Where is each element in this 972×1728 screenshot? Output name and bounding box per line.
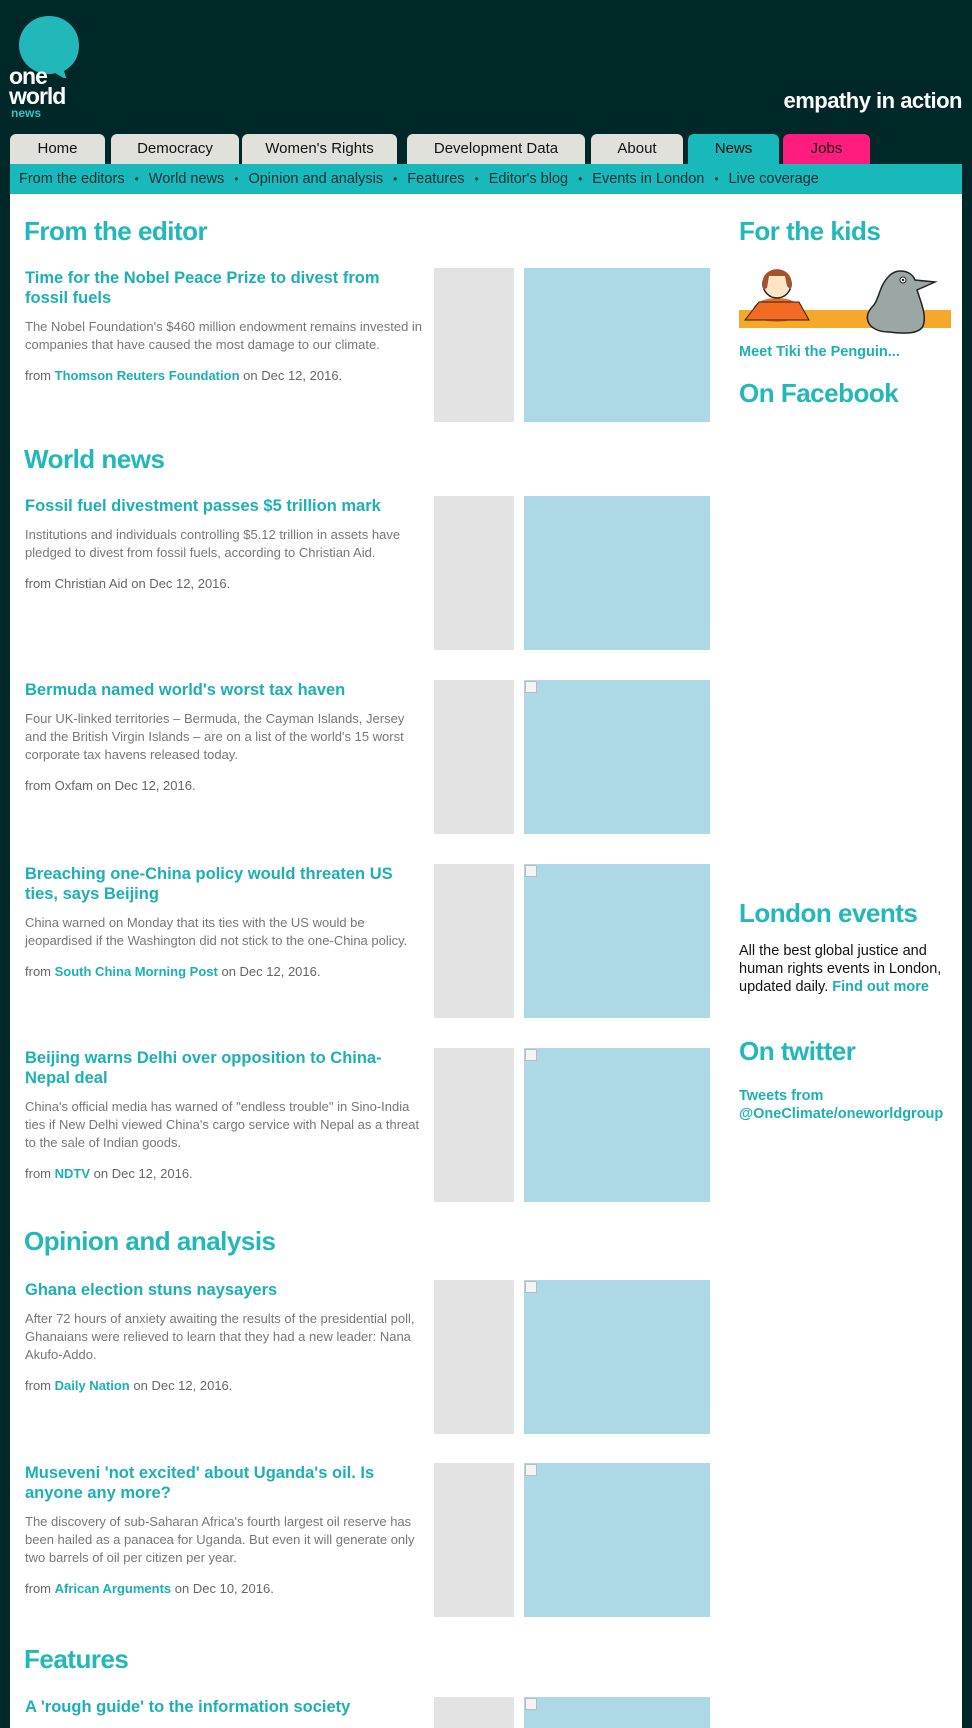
- sidebar-title-london-events: London events: [739, 898, 918, 928]
- article-meta: [25, 1166, 425, 1181]
- subnav-separator: •: [134, 172, 139, 186]
- article-item: [25, 1463, 425, 1596]
- tab-development-data[interactable]: Development Data: [407, 134, 585, 164]
- article-summary: Four UK-linked territories – Bermuda, the Cayman Islands, Jersey and the British Virgin Islands – are on a list of the world's 15 worst corporate tax havens released today.: [25, 711, 405, 762]
- article-summary: The discovery of sub-Saharan Africa's fourth largest oil reserve has been hailed as a panacea for Uganda. But even it will generate only two barrels of oil per citizen per year.: [25, 1514, 415, 1565]
- subnav-live-coverage[interactable]: Live coverage: [728, 171, 819, 187]
- article-image[interactable]: [524, 496, 710, 650]
- article-source: Christian Aid: [54, 576, 128, 591]
- section-subnav: [10, 164, 962, 194]
- article-meta: [25, 368, 425, 383]
- article-thumbnail-placeholder: [434, 1697, 514, 1728]
- tab-jobs[interactable]: Jobs: [783, 134, 870, 164]
- article-date: on Dec 12, 2016.: [96, 778, 196, 793]
- article-summary: The Nobel Foundation's $460 million endowment remains invested in companies that have caused the most damage to our climate.: [25, 319, 423, 352]
- article-item: [25, 680, 425, 793]
- article-headline[interactable]: Beijing warns Delhi over opposition to China-Nepal deal: [25, 1049, 382, 1087]
- oneworld-logo[interactable]: [9, 14, 81, 120]
- sidebar-link-meet-tiki[interactable]: Meet Tiki the Penguin...: [739, 344, 900, 360]
- article-headline[interactable]: Bermuda named world's worst tax haven: [25, 681, 346, 699]
- broken-image-icon: [525, 1464, 537, 1476]
- article-image[interactable]: [524, 1697, 710, 1728]
- meta-from: from: [25, 964, 51, 979]
- twitter-tweets-from-label[interactable]: Tweets from: [739, 1088, 824, 1104]
- subnav-separator: •: [234, 172, 239, 186]
- section-title-world-news: World news: [24, 444, 165, 474]
- article-meta: [25, 1378, 425, 1393]
- broken-image-icon: [525, 1281, 537, 1293]
- article-meta: [25, 1581, 425, 1596]
- article-item: [25, 1048, 425, 1181]
- section-title-opinion-and-analysis: Opinion and analysis: [24, 1226, 276, 1256]
- broken-image-icon: [525, 865, 537, 877]
- subnav-from-the-editors[interactable]: From the editors: [19, 171, 125, 187]
- subnav-features[interactable]: Features: [407, 171, 465, 187]
- meta-from: from: [25, 1378, 51, 1393]
- meta-from: from: [25, 1166, 51, 1181]
- article-thumbnail-placeholder: [434, 1463, 514, 1617]
- london-events-description: [739, 942, 959, 996]
- article-source-link[interactable]: Daily Nation: [54, 1378, 130, 1393]
- subnav-world-news[interactable]: World news: [148, 171, 225, 187]
- twitter-handle-link[interactable]: @OneClimate/oneworldgroup: [739, 1106, 944, 1122]
- meta-from: from: [25, 778, 51, 793]
- meta-from: from: [25, 368, 51, 383]
- article-image[interactable]: [524, 680, 710, 834]
- tab-womens-rights[interactable]: Women's Rights: [242, 134, 397, 164]
- article-meta: [25, 576, 425, 591]
- section-title-features: Features: [24, 1644, 129, 1674]
- article-item: [25, 1280, 425, 1393]
- tab-home[interactable]: Home: [10, 134, 105, 164]
- article-item: [25, 268, 425, 383]
- article-thumbnail-placeholder: [434, 496, 514, 650]
- article-headline[interactable]: Breaching one-China policy would threaten US ties, says Beijing: [25, 865, 393, 903]
- logo-word-news: news: [11, 106, 42, 120]
- subnav-opinion-and-analysis[interactable]: Opinion and analysis: [248, 171, 384, 187]
- article-thumbnail-placeholder: [434, 1280, 514, 1434]
- subnav-editors-blog[interactable]: Editor's blog: [488, 171, 569, 187]
- article-meta: [25, 778, 425, 793]
- article-headline[interactable]: Time for the Nobel Peace Prize to divest from fossil fuels: [25, 269, 380, 307]
- article-item: [25, 864, 425, 979]
- logo-word-one: one: [9, 63, 47, 89]
- article-summary: China's official media has warned of "endless trouble" in Sino-India ties if New Delhi viewed China's cargo service with Nepal as a threat to the sale of Indian goods.: [25, 1099, 420, 1150]
- article-headline[interactable]: A 'rough guide' to the information society: [25, 1698, 351, 1716]
- article-thumbnail-placeholder: [434, 864, 514, 1018]
- tab-about[interactable]: About: [591, 134, 683, 164]
- article-summary: China warned on Monday that its ties with the US would be jeopardised if the Washington did not stick to the one-China policy.: [25, 915, 408, 948]
- meta-from: from: [25, 576, 51, 591]
- tab-democracy[interactable]: Democracy: [111, 134, 239, 164]
- article-image[interactable]: [524, 1048, 710, 1202]
- article-thumbnail-placeholder: [434, 1048, 514, 1202]
- article-source: Oxfam: [54, 778, 93, 793]
- article-image[interactable]: [524, 268, 710, 422]
- article-headline[interactable]: Ghana election stuns naysayers: [25, 1281, 278, 1299]
- site-tagline: empathy in action: [783, 88, 962, 113]
- london-events-text: All the best global justice and human rights events in London, updated daily.: [739, 943, 942, 995]
- article-summary: Institutions and individuals controlling $5.12 trillion in assets have pledged to divest from fossil fuels, according to Christian Aid.: [25, 527, 401, 560]
- article-source-link[interactable]: South China Morning Post: [54, 964, 218, 979]
- article-summary: After 72 hours of anxiety awaiting the results of the presidential poll, Ghanaians were relieved to learn that they had a new leader: Nana Akufo-Addo.: [25, 1311, 415, 1362]
- subnav-separator: •: [578, 172, 583, 186]
- article-headline[interactable]: Fossil fuel divestment passes $5 trillion mark: [25, 497, 381, 515]
- sidebar-title-on-facebook: On Facebook: [739, 378, 899, 408]
- article-source-link[interactable]: Thomson Reuters Foundation: [54, 368, 240, 383]
- section-title-from-the-editor: From the editor: [24, 216, 208, 246]
- subnav-separator: •: [714, 172, 719, 186]
- subnav-separator: •: [474, 172, 479, 186]
- broken-image-icon: [525, 1698, 537, 1710]
- article-headline[interactable]: Museveni 'not excited' about Uganda's oil. Is anyone any more?: [25, 1464, 375, 1502]
- sidebar-title-on-twitter: On twitter: [739, 1036, 856, 1066]
- article-item: [25, 496, 425, 591]
- article-image[interactable]: [524, 1280, 710, 1434]
- article-date: on Dec 12, 2016.: [243, 368, 343, 383]
- meta-from: from: [25, 1581, 51, 1596]
- tab-news[interactable]: News: [688, 134, 779, 164]
- broken-image-icon: [525, 1049, 537, 1061]
- article-date: on Dec 12, 2016.: [131, 576, 231, 591]
- article-date: on Dec 10, 2016.: [174, 1581, 274, 1596]
- article-date: on Dec 12, 2016.: [221, 964, 321, 979]
- broken-image-icon: [525, 681, 537, 693]
- article-source-link[interactable]: African Arguments: [54, 1581, 172, 1596]
- tiki-penguin-cartoon-image[interactable]: [739, 262, 951, 338]
- article-image[interactable]: [524, 1463, 710, 1617]
- article-thumbnail-placeholder: [434, 680, 514, 834]
- article-meta: [25, 964, 425, 979]
- logo-word-world: world: [9, 83, 66, 109]
- find-out-more-link[interactable]: Find out more: [832, 979, 929, 995]
- subnav-events-in-london[interactable]: Events in London: [592, 171, 705, 187]
- article-date: on Dec 12, 2016.: [93, 1166, 193, 1181]
- subnav-separator: •: [393, 172, 398, 186]
- article-source-link[interactable]: NDTV: [54, 1166, 91, 1181]
- article-image[interactable]: [524, 864, 710, 1018]
- article-item: [25, 1697, 425, 1717]
- article-thumbnail-placeholder: [434, 268, 514, 422]
- sidebar-title-for-the-kids: For the kids: [739, 216, 881, 246]
- article-date: on Dec 12, 2016.: [133, 1378, 233, 1393]
- content-panel: [10, 194, 962, 1728]
